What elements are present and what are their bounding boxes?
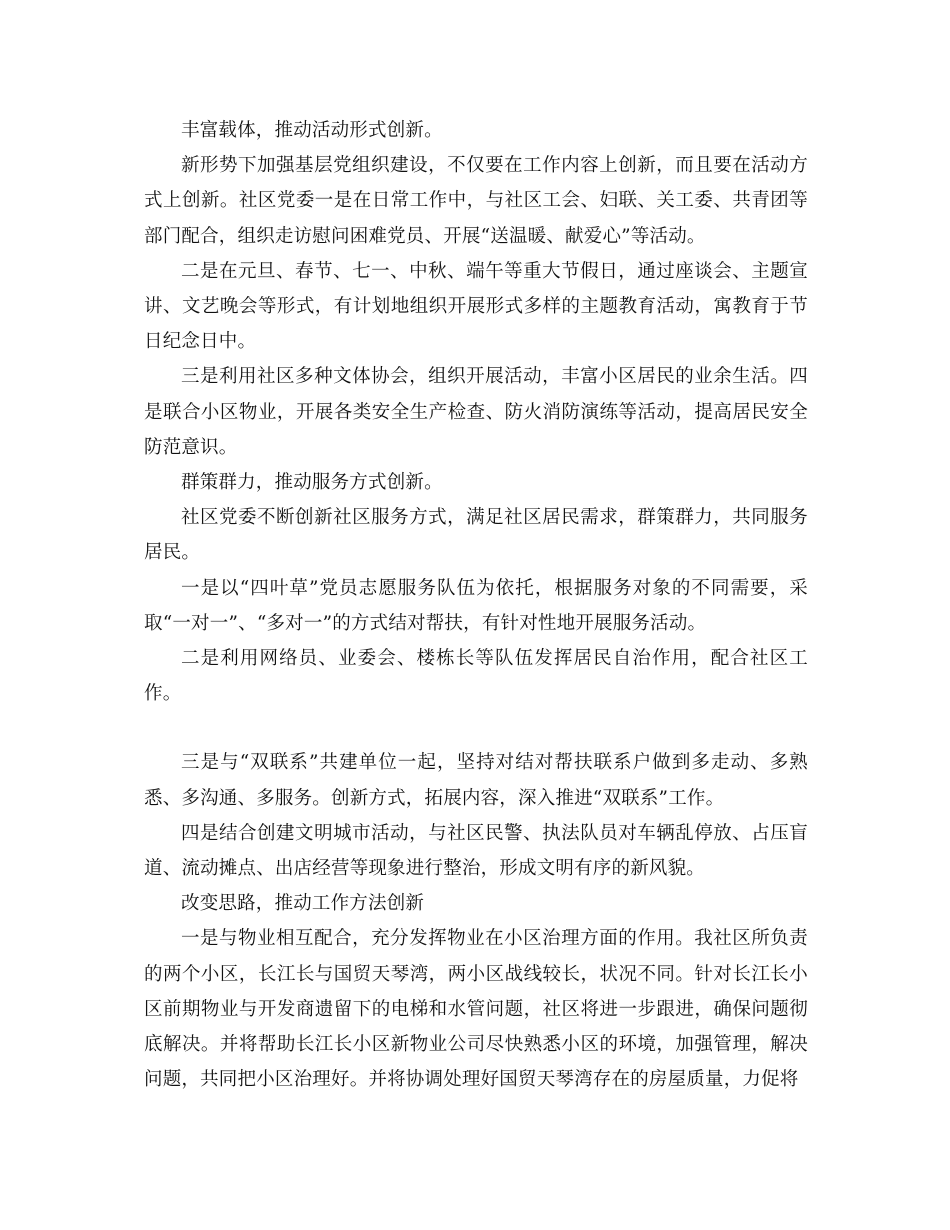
- section-heading-service: 群策群力，推动服务方式创新。: [181, 472, 443, 494]
- paragraph-cultural-associations: 三是利用社区多种文体协会，组织开展活动，丰富小区居民的业余生活。四是联合小区物业，开展各类安全生产检查、防火消防演练等活动，提高居民安全防范意识。: [144, 366, 808, 458]
- paragraph-civilized-city: 四是结合创建文明城市活动，与社区民警、执法队员对车辆乱停放、占压盲道、流动摊点、出店经营等现象进行整治，形成文明有序的新风貌。: [144, 822, 808, 880]
- paragraph-service-innovation: 社区党委不断创新社区服务方式，满足社区居民需求，群策群力，共同服务居民。: [144, 507, 808, 564]
- paragraph-volunteer-team: 一是以“四叶草”党员志愿服务队伍为依托，根据服务对象的不同需要，采取“一对一”、“多对一”的方式结对帮扶，有针对性地开展服务活动。: [144, 577, 808, 634]
- document-body: [144, 113, 808, 1097]
- paragraph-dual-contact: 三是与“双联系”共建单位一起，坚持对结对帮扶联系户做到多走动、多熟悉、多沟通、多服务。创新方式，拓展内容，深入推进“双联系”工作。: [144, 752, 808, 809]
- paragraph-property-cooperation: 一是与物业相互配合，充分发挥物业在小区治理方面的作用。我社区所负责的两个小区，长江长与国贸天琴湾，两小区战线较长，状况不同。针对长江长小区前期物业与开发商遗留下的电梯和水管问题，社区将进一步跟进，确保问题彻底解决。并将帮助长江长小区新物业公司尽快熟悉小区的环境，加强管理，解决问题，共同把小区治理好。并将协调处理好国贸天琴湾存在的房屋质量，力促将: [144, 928, 808, 1091]
- paragraph-resident-autonomy: 二是利用网络员、业委会、楼栋长等队伍发挥居民自治作用，配合社区工作。: [144, 648, 808, 705]
- paragraph-holiday-activities: 二是在元旦、春节、七一、中秋、端午等重大节假日，通过座谈会、主题宣讲、文艺晚会等形式，有计划地组织开展形式多样的主题教育活动，寓教育于节日纪念日中。: [144, 260, 808, 353]
- paragraph-activity-innovation: 新形势下加强基层党组织建设，不仅要在工作内容上创新，而且要在活动方式上创新。社区党委一是在日常工作中，与社区工会、妇联、关工委、共青团等部门配合，组织走访慰问困难党员、开展“送温暖、献爱心”等活动。: [144, 155, 808, 247]
- section-heading-methods: 改变思路，推动工作方法创新: [181, 893, 425, 915]
- section-heading-carrier: 丰富载体，推动活动形式创新。: [181, 120, 443, 141]
